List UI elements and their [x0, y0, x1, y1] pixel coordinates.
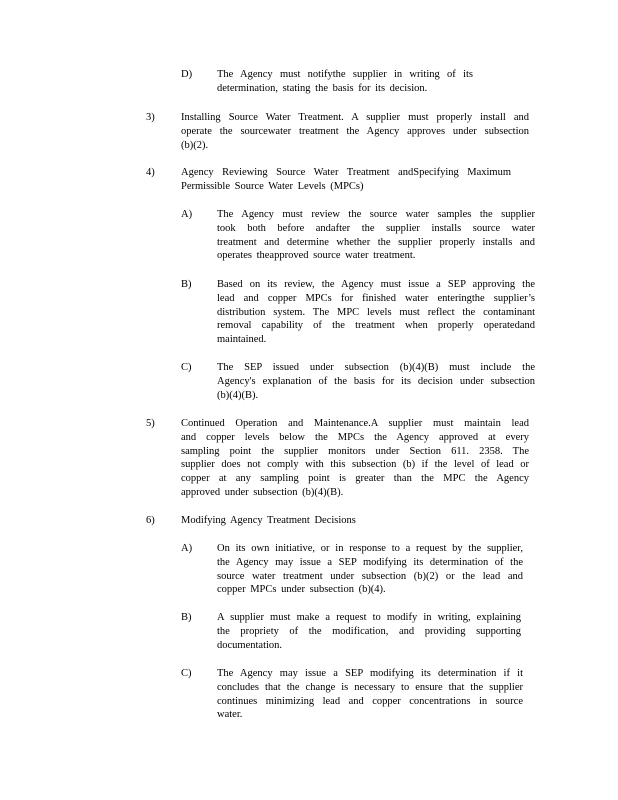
item-marker: C) — [181, 668, 192, 679]
item-text — [217, 361, 535, 402]
item-text — [181, 417, 529, 500]
item-marker: A) — [181, 543, 193, 554]
item-marker: B) — [181, 612, 192, 623]
text-line: source water treatment under subsection (b)(2) or the lead and — [217, 570, 523, 582]
text-line: (b)(4)(B). — [217, 389, 259, 401]
item-text — [217, 667, 523, 722]
item-marker: D) — [181, 69, 193, 80]
text-line: Installing Source Water Treatment. A supplier must properly install and — [181, 112, 529, 123]
text-line: Agency Reviewing Source Water Treatment andSpecifying Maximum — [181, 167, 511, 178]
text-line: Based on its review, the Agency must issue a SEP approving the — [217, 279, 535, 290]
item-marker: A) — [181, 209, 193, 220]
text-line: operate the sourcewater treatment the Agency approves under subsection — [181, 125, 529, 137]
text-line: The Agency must notifythe supplier in writing of its — [217, 69, 473, 80]
text-line: Continued Operation and Maintenance.A supplier must maintain lead — [181, 418, 529, 429]
text-line: documentation. — [217, 639, 283, 651]
text-line: copper at any sampling point is greater than the MPC the Agency — [181, 473, 529, 485]
item-marker: 6) — [146, 515, 155, 526]
text-line: sampling point the supplier monitors under Section 611. 2358. The — [181, 445, 529, 457]
text-line: The Agency must review the source water samples the supplier — [217, 209, 535, 220]
text-line: distribution system. The MPC levels must reflect the contaminant — [217, 306, 535, 318]
text-line: The SEP issued under subsection (b)(4)(B) must include the — [217, 362, 535, 373]
text-line: concludes that the change is necessary to ensure that the supplier — [217, 681, 523, 693]
text-line: (b)(2). — [181, 139, 209, 151]
item-text — [181, 111, 529, 152]
text-line: operates theapproved source water treatment. — [217, 250, 416, 262]
item-text — [181, 166, 511, 194]
item-marker: 4) — [146, 167, 155, 178]
text-line: On its own initiative, or in response to a request by the supplier, — [217, 543, 523, 554]
item-text — [217, 208, 535, 263]
text-line: the propriety of the modification, and providing supporting — [217, 625, 521, 637]
item-text — [217, 278, 535, 347]
text-line: determination, stating the basis for its decision. — [217, 82, 428, 94]
text-line: the Agency may issue a SEP modifying its determination of the — [217, 556, 523, 568]
text-line: removal capability of the treatment when properly operatedand — [217, 320, 535, 332]
text-line: maintained. — [217, 334, 267, 346]
text-line: Modifying Agency Treatment Decisions — [181, 515, 356, 526]
text-line: treatment and determine whether the supplier properly installs and — [217, 236, 535, 248]
text-line: Permissible Source Water Levels (MPCs) — [181, 180, 364, 192]
text-line: supplier does not comply with this subsection (b) if the level of lead or — [181, 459, 529, 471]
text-line: continues minimizing lead and copper concentrations in source — [217, 695, 523, 707]
text-line: water. — [217, 709, 243, 721]
text-line: lead and copper MPCs for finished water enteringthe supplier’s — [217, 292, 535, 304]
item-text — [181, 514, 381, 528]
text-line: took both before andafter the supplier installs source water — [217, 222, 535, 234]
item-marker: 5) — [146, 418, 155, 429]
item-text — [217, 611, 521, 652]
text-line: copper MPCs under subsection (b)(4). — [217, 584, 386, 596]
item-marker: B) — [181, 279, 192, 290]
text-line: and copper levels below the MPCs the Agency approved at every — [181, 431, 529, 443]
item-text — [217, 542, 523, 597]
text-line: The Agency may issue a SEP modifying its determination if it — [217, 668, 523, 679]
text-line: approved under subsection (b)(4)(B). — [181, 486, 344, 498]
text-line: A supplier must make a request to modify in writing, explaining — [217, 612, 521, 623]
item-text — [217, 68, 473, 96]
item-marker: 3) — [146, 112, 155, 123]
item-marker: C) — [181, 362, 192, 373]
text-line: Agency's explanation of the basis for its decision under subsection — [217, 375, 535, 387]
